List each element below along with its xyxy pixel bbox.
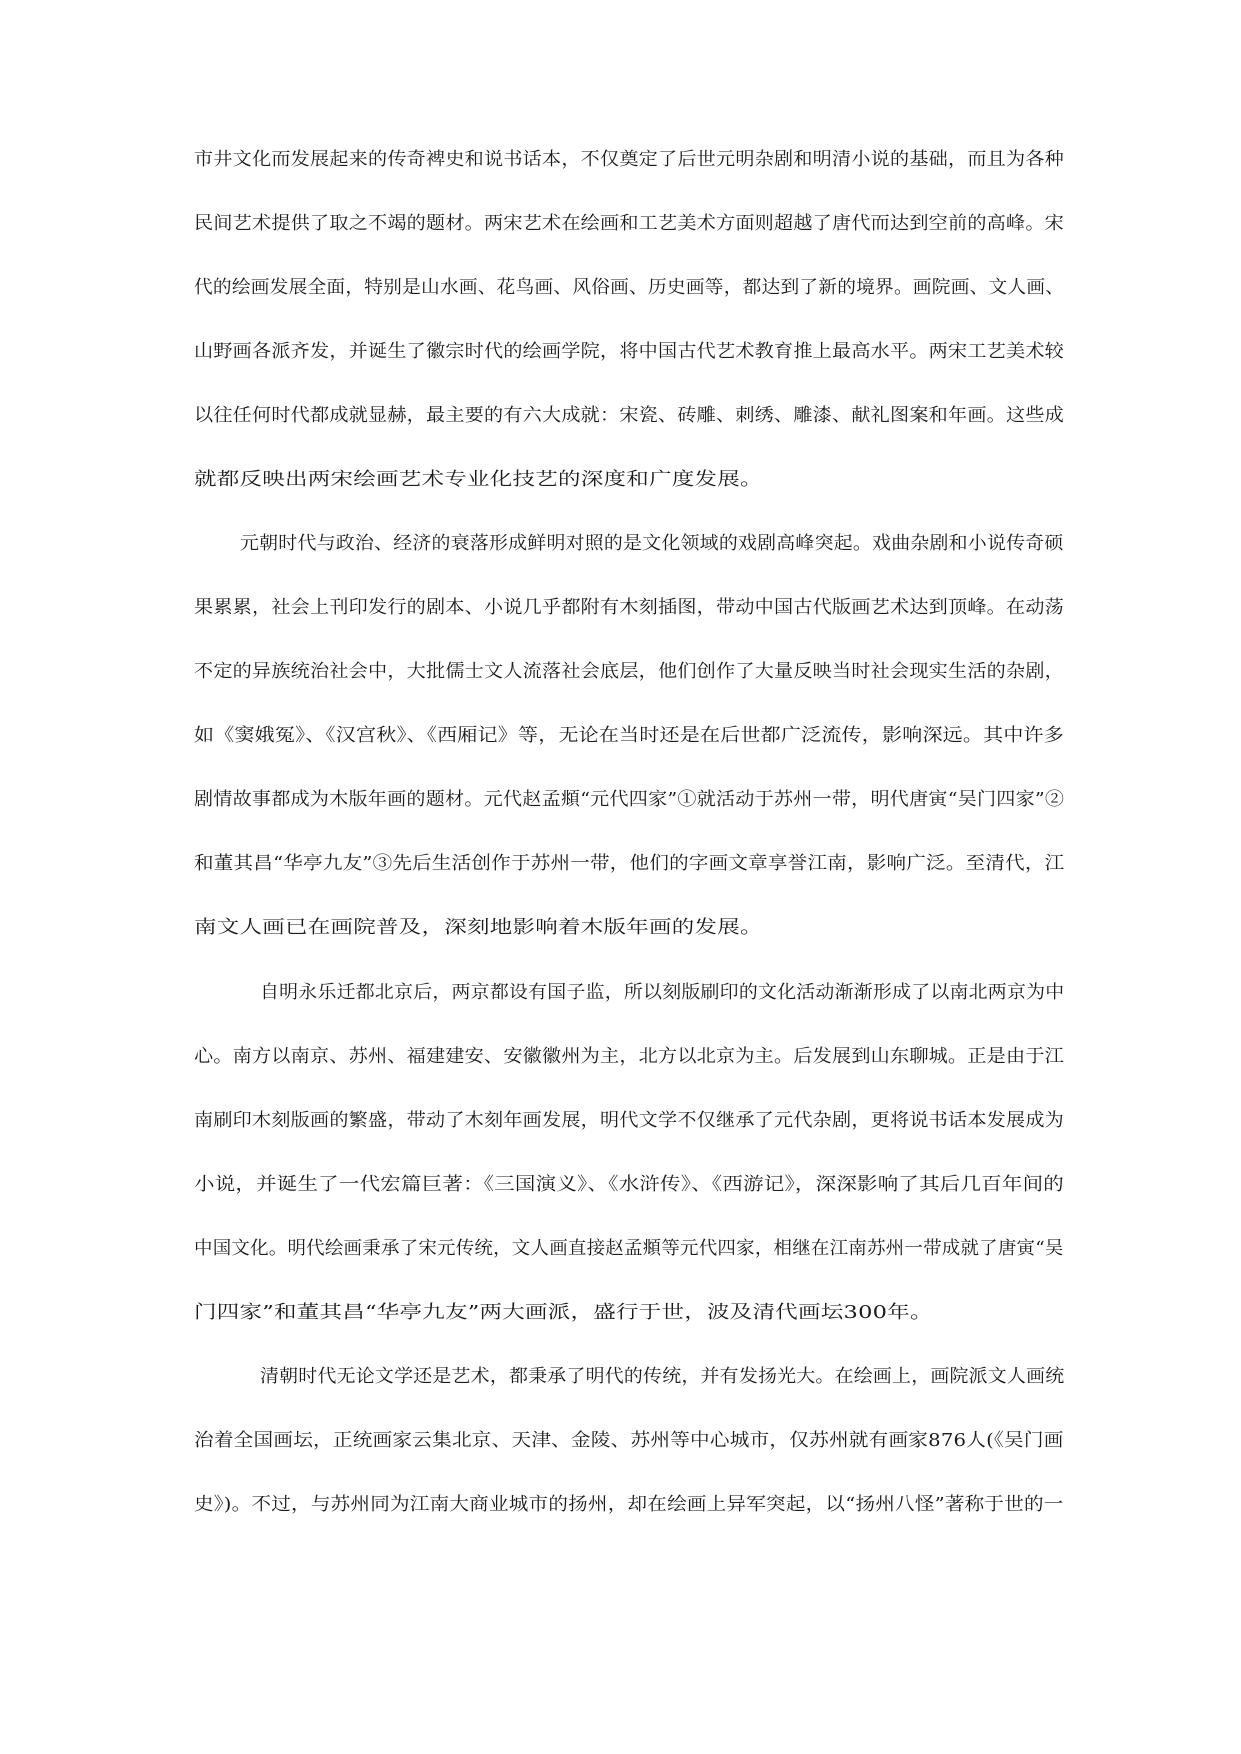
text-line: 门四家”和董其昌“华亭九友”两大画派，盛行于世，波及清代画坛300年。	[194, 1302, 933, 1323]
text-line: 清朝时代无论文学还是艺术，都秉承了明代的传统，并有发扬光大。在绘画上，画院派文人画统	[260, 1366, 1065, 1387]
text-line: 中国文化。明代绘画秉承了宋元传统，文人画直接赵孟頫等元代四家，相继在江南苏州一带成就了唐寅“吴	[194, 1238, 1064, 1259]
text-line: 南文人画已在画院普及，深刻地影响着木版年画的发展。	[194, 917, 763, 938]
text-line: 治着全国画坛，正统画家云集北京、天津、金陵、苏州等中心城市，仅苏州就有画家876人(《吴门画	[194, 1430, 1064, 1451]
text-line: 市井文化而发展起来的传奇裨史和说书话本，不仅奠定了后世元明杂剧和明清小说的基础，而且为各种	[194, 149, 1064, 170]
text-line: 代的绘画发展全面，特别是山水画、花鸟画、风俗画、历史画等，都达到了新的境界。画院画、文人画、	[194, 277, 1065, 298]
text-line: 剧情故事都成为木版年画的题材。元代赵孟頫“元代四家”①就活动于苏州一带，明代唐寅“吴门四家”②	[194, 789, 1065, 810]
text-line: 和董其昌“华亭九友”③先后生活创作于苏州一带，他们的字画文章享誉江南，影响广泛。至清代，江	[194, 853, 1065, 874]
text-line: 民间艺术提供了取之不竭的题材。两宋艺术在绘画和工艺美术方面则超越了唐代而达到空前的高峰。宋	[194, 213, 1064, 234]
text-line: 就都反映出两宋绘画艺术专业化技艺的深度和广度发展。	[194, 469, 763, 490]
text-line: 自明永乐迁都北京后，两京都设有国子监，所以刻版刷印的文化活动渐渐形成了以南北两京为中	[260, 982, 1065, 1003]
text-line: 元朝时代与政治、经济的衰落形成鲜明对照的是文化领域的戏剧高峰突起。戏曲杂剧和小说传奇硕	[240, 533, 1064, 554]
text-line: 果累累，社会上刊印发行的剧本、小说几乎都附有木刻插图，带动中国古代版画艺术达到顶峰。在动荡	[194, 597, 1064, 618]
text-line: 小说，并诞生了一代宏篇巨著：《三国演义》、《水浒传》、《西游记》，深深影响了其后几百年间的	[194, 1174, 1064, 1195]
text-line: 南刷印木刻版画的繁盛，带动了木刻年画发展，明代文学不仅继承了元代杂剧，更将说书话本发展成为	[194, 1110, 1064, 1131]
text-line: 史》)。不过，与苏州同为江南大商业城市的扬州，却在绘画上异军突起，以“扬州八怪”著称于世的一	[194, 1494, 1064, 1515]
text-line: 不定的异族统治社会中，大批儒士文人流落社会底层，他们创作了大量反映当时社会现实生活的杂剧，	[194, 661, 1064, 682]
text-line: 如《窦娥冤》、《汉宫秋》、《西厢记》等，无论在当时还是在后世都广泛流传，影响深远。其中许多	[194, 725, 1064, 746]
text-line: 山野画各派齐发，并诞生了徽宗时代的绘画学院，将中国古代艺术教育推上最高水平。两宋工艺美术较	[194, 341, 1064, 362]
text-line: 心。南方以南京、苏州、福建建安、安徽徽州为主，北方以北京为主。后发展到山东聊城。正是由于江	[194, 1046, 1064, 1067]
text-line: 以往任何时代都成就显赫，最主要的有六大成就：宋瓷、砖雕、刺绣、雕漆、献礼图案和年画。这些成	[194, 405, 1064, 426]
